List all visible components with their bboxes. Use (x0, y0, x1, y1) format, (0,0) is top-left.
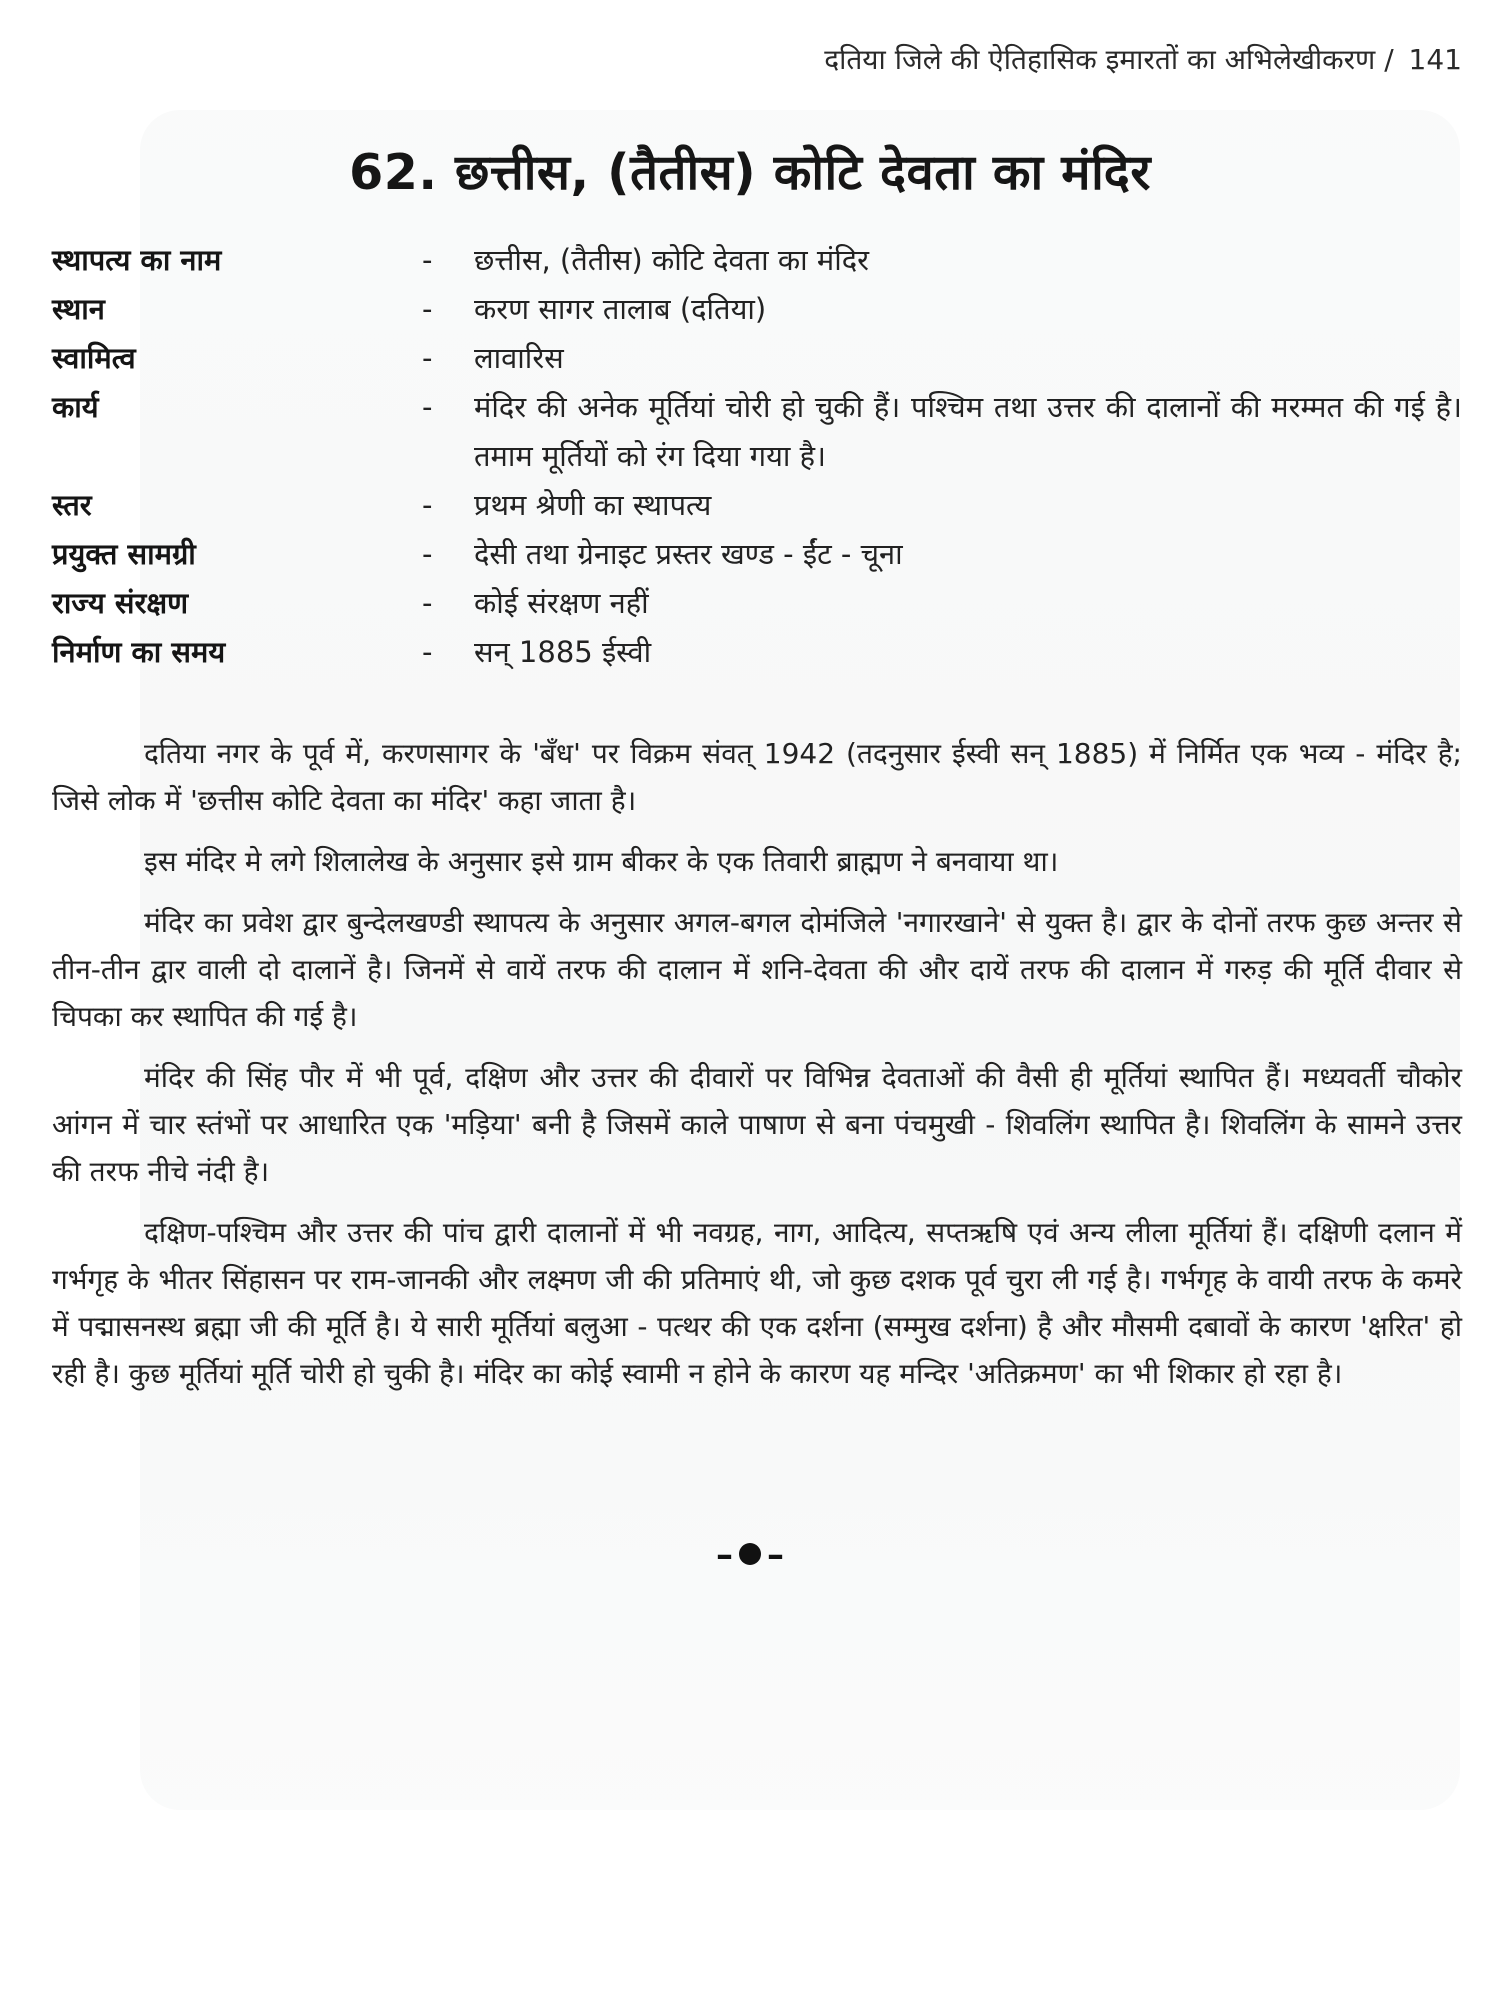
info-row-work (52, 383, 1462, 481)
body-text (52, 730, 1462, 1411)
body-paragraph: इस मंदिर मे लगे शिलालेख के अनुसार इसे ग्राम बीकर के एक तिवारी ब्राह्मण ने बनवाया था। (144, 845, 1059, 878)
info-value: प्रथम श्रेणी का स्थापत्य (474, 488, 712, 522)
body-paragraph: दक्षिण-पश्चिम और उत्तर की पांच द्वारी दालानों में भी नवग्रह, नाग, आदित्य, सप्तऋषि एवं अन्य लीला मूर्तियां हैं। दक्षिणी दलान में गर्भगृह के भीतर सिंहासन पर राम-जानकी और लक्ष्मण जी की प्रतिमाएं थी, जो कुछ दशक पूर्व चुरा ली गई है। गर्भगृह के वायी तरफ के कमरे में पद्मासनस्थ ब्रह्मा जी की मूर्ति है। ये सारी मूर्तियां बलुआ - पत्थर की एक दर्शना (सम्मुख दर्शना) है और मौसमी दबावों के कारण 'क्षरित' हो रही है। कुछ मूर्तियां मूर्ति चोरी हो चुकी है। मंदिर का कोई स्वामी न होने के कारण यह मन्दिर 'अतिक्रमण' का भी शिकार हो रहा है। (52, 1216, 1462, 1390)
running-header-title: दतिया जिले की ऐतिहासिक इमारतों का अभिलेखीकरण (824, 43, 1376, 76)
info-label: राज्य संरक्षण (52, 586, 189, 620)
info-dash: - (422, 586, 433, 620)
body-paragraph: मंदिर की सिंह पौर में भी पूर्व, दक्षिण और उत्तर की दीवारों पर विभिन्न देवताओं की वैसी ही मूर्तियां स्थापित हैं। मध्यवर्ती चौकोर आंगन में चार स्तंभों पर आधारित एक 'मड़िया' बनी है जिसमें काले पाषाण से बना पंचमुखी - शिवलिंग स्थापित है। शिवलिंग के सामने उत्तर की तरफ नीचे नंदी है। (52, 1061, 1462, 1188)
page-number: 141 (1408, 43, 1462, 76)
page-title: 62. छत्तीस, (तैतीस) कोटि देवता का मंदिर (349, 144, 1151, 201)
info-value: देसी तथा ग्रेनाइट प्रस्तर खण्ड - ईंट - चूना (474, 537, 903, 571)
info-row-location (52, 285, 1462, 334)
info-label: कार्य (52, 390, 99, 424)
info-dash: - (422, 243, 433, 277)
info-dash: - (422, 292, 433, 326)
info-row-construction-time (52, 628, 1462, 677)
info-dash: - (422, 390, 433, 424)
info-value: करण सागर तालाब (दतिया) (474, 292, 767, 326)
end-mark (0, 1535, 1500, 1575)
info-row-state-protection (52, 579, 1462, 628)
info-label: स्थान (52, 292, 105, 326)
info-value: लावारिस (474, 341, 564, 375)
info-value: मंदिर की अनेक मूर्तियां चोरी हो चुकी हैं। पश्चिम तथा उत्तर की दालानों की मरम्मत की गई है। तमाम मूर्तियों को रंग दिया गया है। (474, 390, 1462, 473)
info-value: सन् 1885 ईस्वी (474, 635, 652, 669)
end-mark-left-dash: – (716, 1535, 733, 1575)
info-label: स्वामित्व (52, 341, 136, 375)
body-paragraph: मंदिर का प्रवेश द्वार बुन्देलखण्डी स्थापत्य के अनुसार अगल-बगल दोमंजिले 'नगारखाने' से युक्त है। द्वार के दोनों तरफ कुछ अन्तर से तीन-तीन द्वार वाली दो दालानें है। जिनमें से वायें तरफ की दालान में शनि-देवता की और दायें तरफ की दालान में गरुड़ की मूर्ति दीवार से चिपका कर स्थापित की गई है। (52, 906, 1462, 1033)
info-value: कोई संरक्षण नहीं (474, 586, 649, 620)
info-row-architecture-name (52, 236, 1462, 285)
info-dash: - (422, 537, 433, 571)
info-label: स्तर (52, 488, 92, 522)
info-dash: - (422, 341, 433, 375)
info-value: छत्तीस, (तैतीस) कोटि देवता का मंदिर (474, 243, 869, 277)
body-paragraph: दतिया नगर के पूर्व में, करणसागर के 'बँध' पर विक्रम संवत् 1942 (तदनुसार ईस्वी सन् 1885) में निर्मित एक भव्य - मंदिर है; जिसे लोक में 'छत्तीस कोटि देवता का मंदिर' कहा जाता है। (52, 737, 1462, 817)
running-header-separator: / (1384, 43, 1394, 76)
info-label: निर्माण का समय (52, 635, 226, 669)
info-row-materials (52, 530, 1462, 579)
info-row-ownership (52, 334, 1462, 383)
info-label: प्रयुक्त सामग्री (52, 537, 196, 571)
info-table (52, 236, 1462, 677)
info-dash: - (422, 488, 433, 522)
end-mark-right-dash: – (767, 1535, 784, 1575)
bullet-dot-icon (739, 1543, 761, 1565)
info-label: स्थापत्य का नाम (52, 243, 222, 277)
info-row-level (52, 481, 1462, 530)
info-dash: - (422, 635, 433, 669)
running-header (824, 40, 1462, 78)
